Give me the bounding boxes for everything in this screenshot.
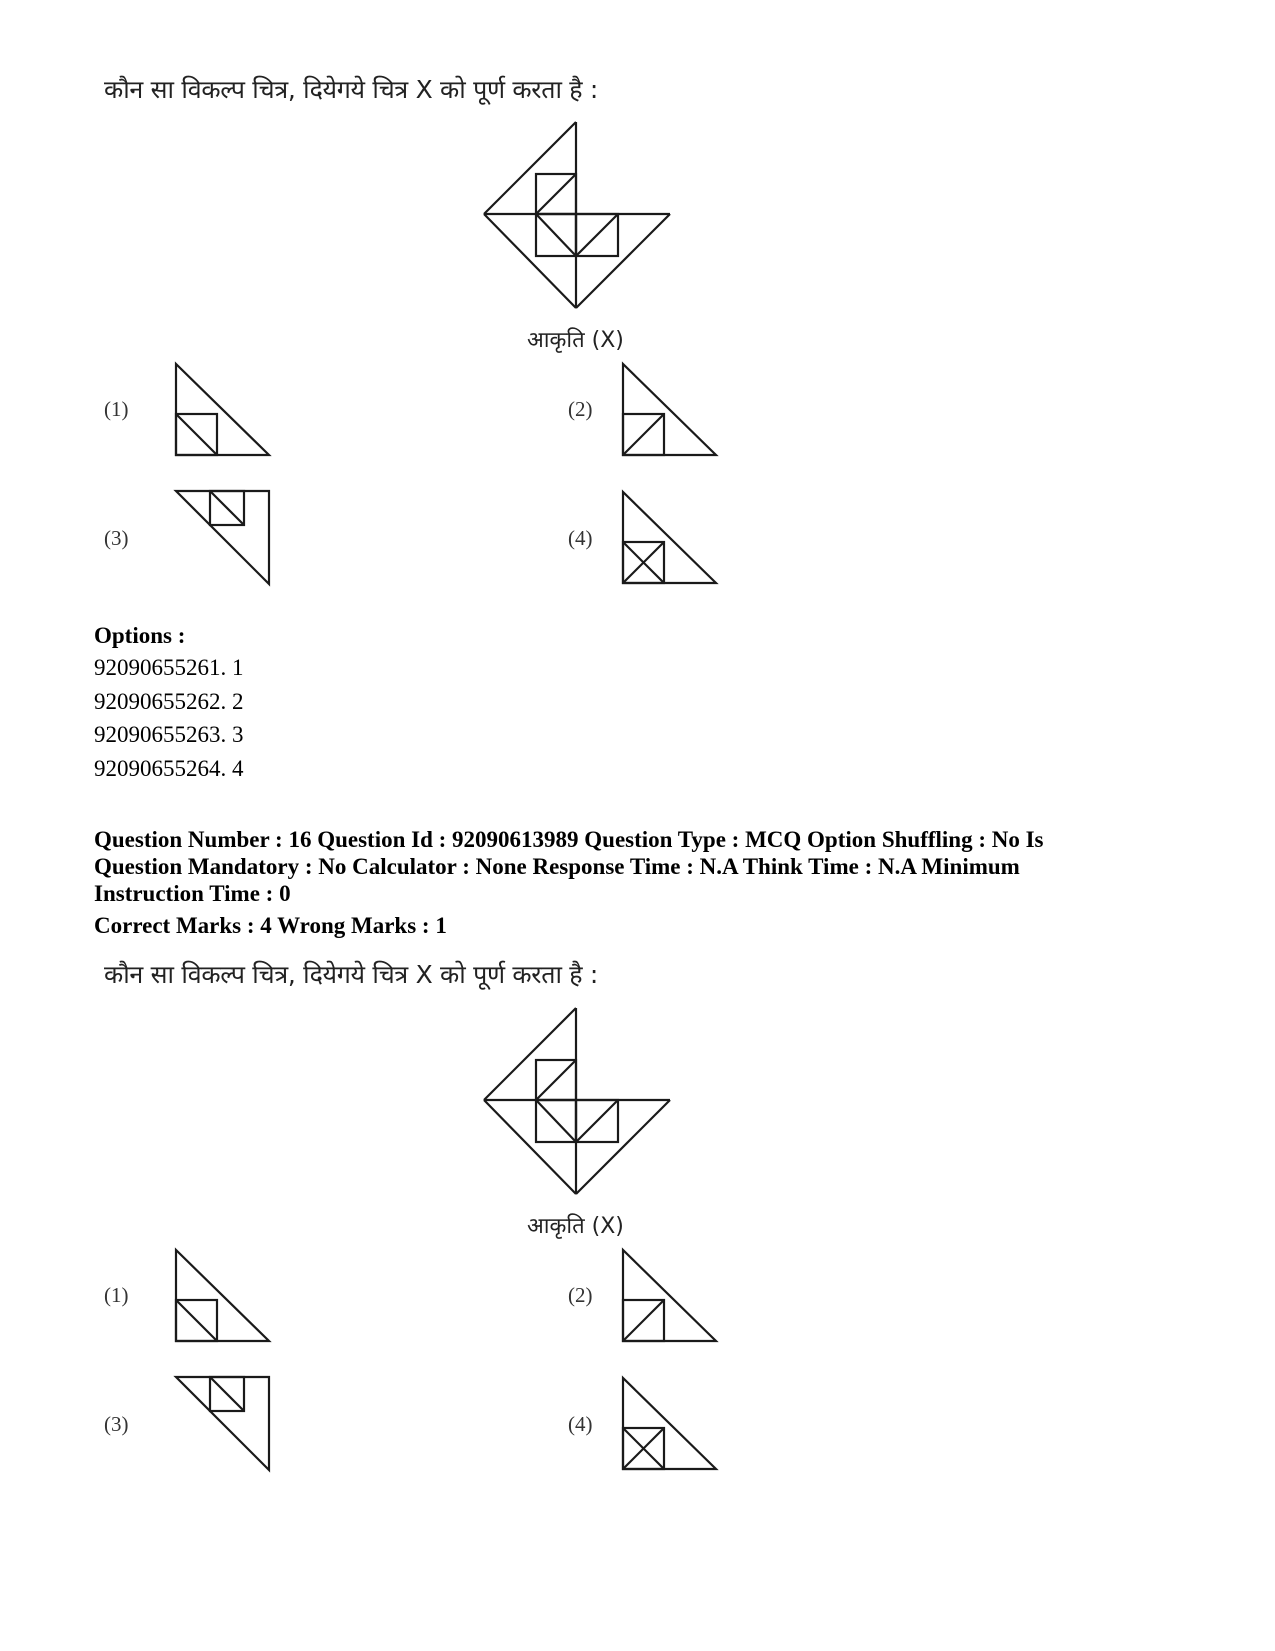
- question-meta: [94, 826, 1194, 907]
- question-meta-line-1: Question Number : 16 Question Id : 92090613989 Question Type : MCQ Option Shuffling : No Is: [94, 827, 1044, 852]
- choice-figure-2: [621, 362, 721, 458]
- question-meta-line-3: Instruction Time : 0: [94, 881, 291, 906]
- choice-label-2-1: (1): [104, 1283, 129, 1307]
- choice-label-2-4: (4): [568, 1412, 593, 1436]
- figure-caption-2: आकृति (X): [527, 1214, 624, 1239]
- choice-figure-2-4: [621, 1376, 721, 1472]
- figure-x-2: [480, 1006, 680, 1201]
- choice-figure-2-1: [174, 1248, 274, 1344]
- options-heading: Options :: [94, 623, 186, 648]
- question-text: कौन सा विकल्प चित्र, दियेगये चित्र X को पूर्ण करता है :: [104, 75, 599, 104]
- choice-label-4: (4): [568, 526, 593, 550]
- options-list: [94, 651, 244, 785]
- choice-label-3: (3): [104, 526, 129, 550]
- option-item-4: 92090655264. 4: [94, 755, 244, 781]
- question-text-2: कौन सा विकल्प चित्र, दियेगये चित्र X को पूर्ण करता है :: [104, 960, 599, 989]
- choice-label-2: (2): [568, 397, 593, 421]
- figure-x: [480, 120, 680, 315]
- choice-label-1: (1): [104, 397, 129, 421]
- figure-caption: आकृति (X): [527, 328, 624, 353]
- choice-figure-2-2: [621, 1248, 721, 1344]
- question-marks: Correct Marks : 4 Wrong Marks : 1: [94, 913, 447, 938]
- question-meta-line-2: Question Mandatory : No Calculator : None Response Time : N.A Think Time : N.A Minimum: [94, 854, 1020, 879]
- choice-label-2-2: (2): [568, 1283, 593, 1307]
- choice-figure-1: [174, 362, 274, 458]
- choice-figure-2-3: [174, 1375, 274, 1473]
- option-item-3: 92090655263. 3: [94, 722, 244, 747]
- choice-figure-4: [621, 490, 721, 586]
- option-item-1: 92090655261. 1: [94, 655, 244, 680]
- choice-figure-3: [174, 489, 274, 587]
- choice-label-2-3: (3): [104, 1412, 129, 1436]
- option-item-2: 92090655262. 2: [94, 688, 244, 714]
